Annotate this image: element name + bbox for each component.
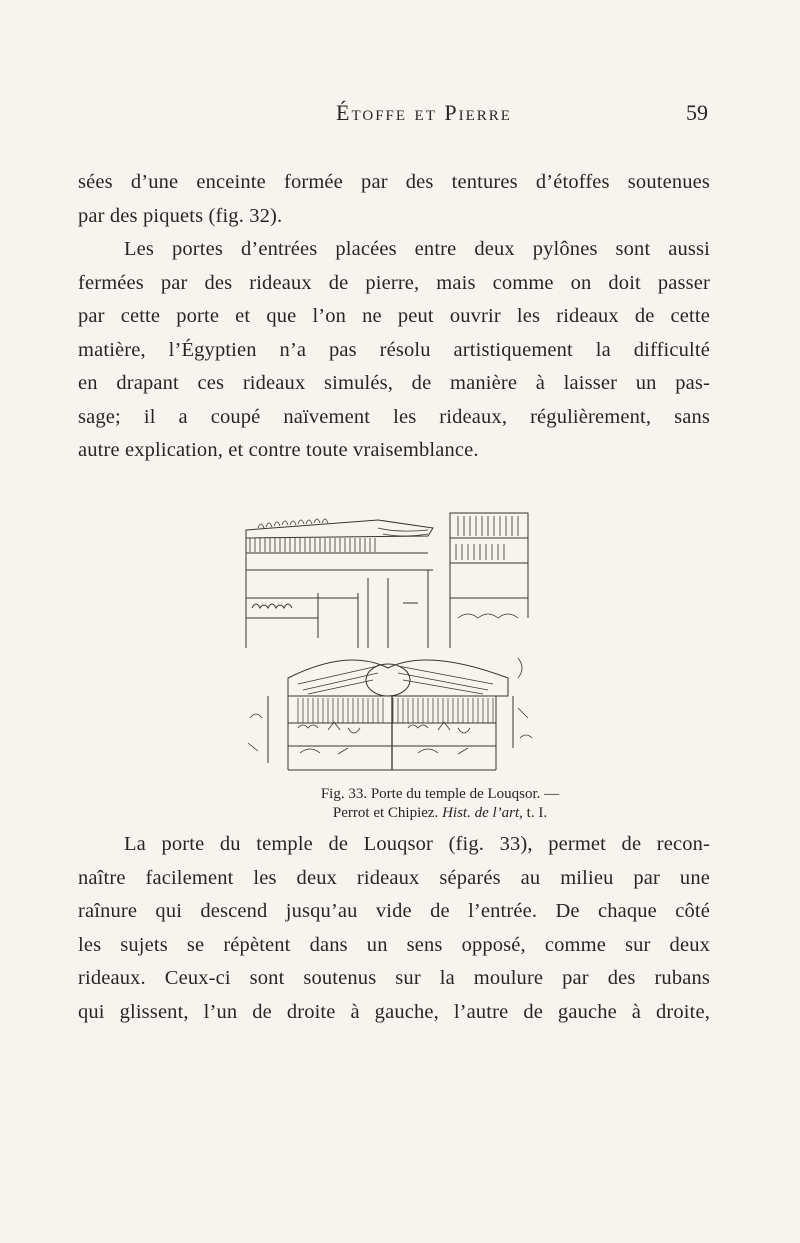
paragraph-2 xyxy=(78,828,710,1029)
text-line: Les portes d’entrées placées entre deux pylônes sont aussi xyxy=(124,238,710,260)
text-line: sage; il a coupé naïvement les rideaux, régulièrement, sans xyxy=(78,405,710,428)
text-line: fermées par des rideaux de pierre, mais comme on doit passer xyxy=(78,271,710,294)
caption-book-title: Hist. de l’art, xyxy=(442,805,523,821)
page-number: 59 xyxy=(686,100,708,125)
text-line: naître facilement les deux rideaux séparés au milieu par une xyxy=(78,866,710,889)
text-line: La porte du temple de Louqsor (fig. 33), permet de recon- xyxy=(124,833,710,855)
page-header xyxy=(140,100,708,130)
text-line: autre explication, et contre toute vraisemblance. xyxy=(78,439,479,461)
text-line: rideaux. Ceux-ci sont soutenus sur la moulure par des rubans xyxy=(78,967,710,989)
text-line: raînure qui descend jusqu’au vide de l’entrée. De chaque côté xyxy=(78,900,710,922)
engraving-drawing xyxy=(228,508,558,776)
text-line: par des piquets (fig. 32). xyxy=(78,204,283,227)
figure-caption xyxy=(250,785,630,823)
text-line: par cette porte et que l’on ne peut ouvrir les rideaux de cette xyxy=(78,305,710,327)
text-line: sées d’une enceinte formée par des tentures d’étoffes soutenues xyxy=(78,171,710,193)
caption-authors: Perrot et Chipiez. xyxy=(332,805,443,821)
text-line: qui glissent, l’un de droite à gauche, l’autre de gauche à droite, xyxy=(78,1000,710,1023)
text-line: en drapant ces rideaux simulés, de manière à laisser un pas- xyxy=(78,372,710,394)
temple-door-illustration xyxy=(228,508,558,776)
text-line: les sujets se répètent dans un sens opposé, comme sur deux xyxy=(78,933,710,956)
text-line: matière, l’Égyptien n’a pas résolu artistiquement la difficulté xyxy=(78,338,710,361)
caption-volume: t. I. xyxy=(522,805,548,821)
running-title: Étoffe et Pierre xyxy=(336,100,512,125)
paragraph-1 xyxy=(78,166,710,468)
caption-line-2 xyxy=(250,804,630,823)
caption-line-1: Fig. 33. Porte du temple de Louqsor. — xyxy=(320,786,560,802)
